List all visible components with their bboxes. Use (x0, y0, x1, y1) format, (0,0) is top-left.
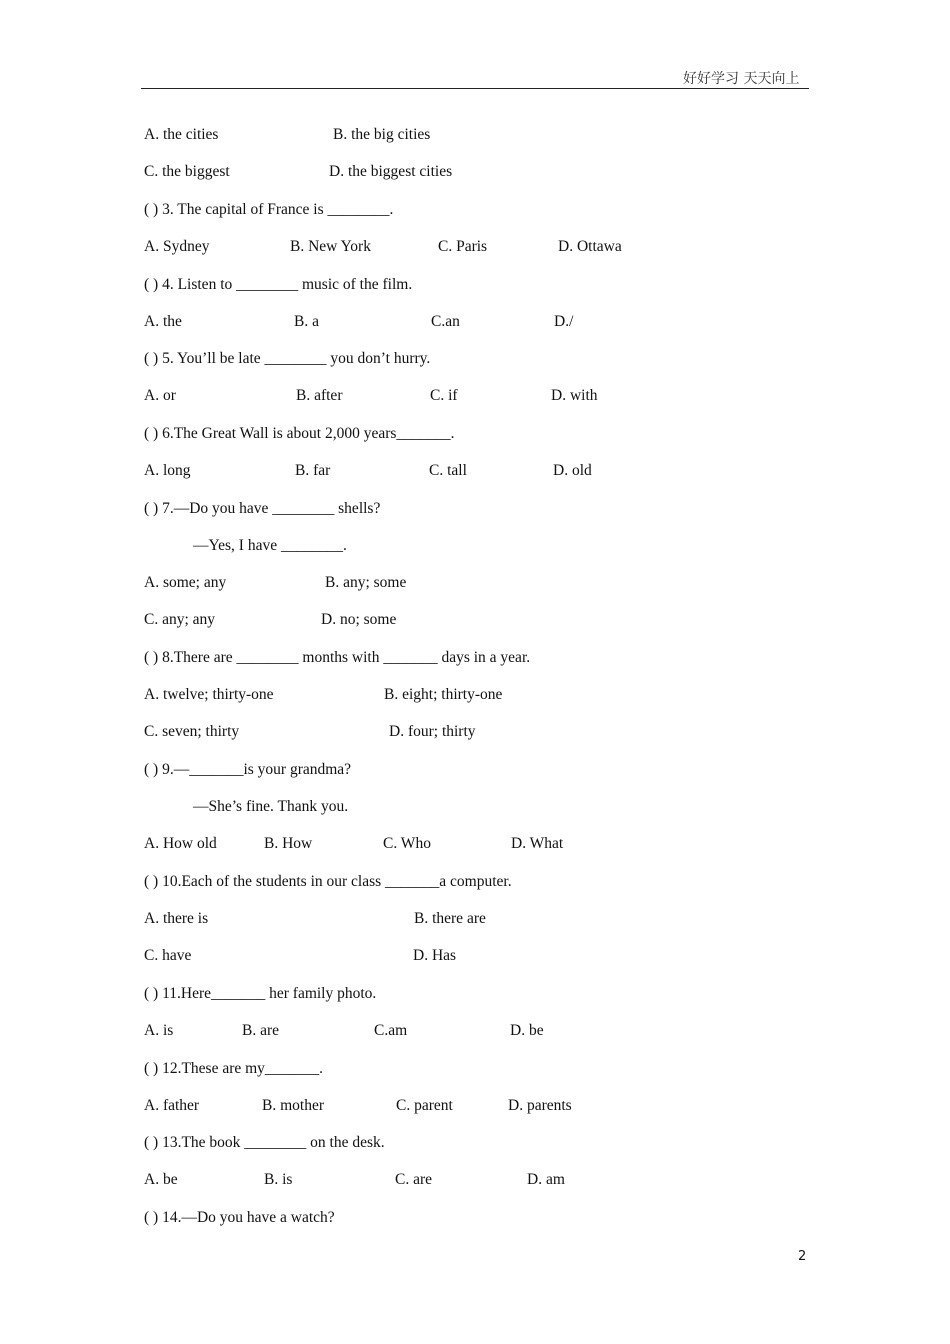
option-a: A. father (144, 1097, 200, 1114)
option-a: A. be (144, 1171, 178, 1188)
option-c: C. Who (383, 835, 431, 852)
question-8: ( ) 8.There are ________ months with _______ days in a year. (144, 649, 531, 666)
option-b: B. How (264, 835, 313, 852)
option-d: D. four; thirty (389, 723, 476, 740)
option-b: B. the big cities (333, 126, 431, 143)
option-d: D. Ottawa (558, 238, 622, 255)
option-b: B. eight; thirty-one (384, 686, 503, 703)
page-number: 2 (798, 1249, 807, 1264)
option-d: D. What (511, 835, 564, 852)
option-b: B. New York (290, 238, 371, 255)
option-b: B. mother (262, 1097, 324, 1114)
option-d: D. be (510, 1022, 544, 1039)
option-a: A. there is (144, 910, 209, 927)
option-b: B. there are (414, 910, 486, 927)
option-c: C. if (430, 387, 458, 404)
option-d: D. with (551, 387, 598, 404)
option-a: A. long (144, 462, 191, 479)
question-14: ( ) 14.—Do you have a watch? (144, 1209, 335, 1226)
option-b: B. a (294, 313, 319, 330)
option-a: A. How old (144, 835, 217, 852)
option-a: A. Sydney (144, 238, 210, 255)
option-a: A. twelve; thirty-one (144, 686, 274, 703)
option-c: C.an (431, 313, 460, 330)
option-d: D. parents (508, 1097, 572, 1114)
option-a: A. the cities (144, 126, 219, 143)
option-c: C. tall (429, 462, 467, 479)
question-3: ( ) 3. The capital of France is ________. (144, 201, 394, 218)
question-13: ( ) 13.The book ________ on the desk. (144, 1134, 385, 1151)
option-c: C. are (395, 1171, 433, 1188)
page-header: 好好学习 天天向上 (683, 71, 800, 87)
question-4: ( ) 4. Listen to ________ music of the film. (144, 276, 413, 293)
option-a: A. or (144, 387, 176, 404)
option-d: D./ (554, 313, 574, 330)
option-c: C. seven; thirty (144, 723, 240, 740)
question-7-reply: —Yes, I have ________. (193, 537, 347, 554)
option-b: B. is (264, 1171, 293, 1188)
option-d: D. no; some (321, 611, 397, 628)
option-c: C. have (144, 947, 192, 964)
question-12: ( ) 12.These are my_______. (144, 1060, 324, 1077)
option-b: B. are (242, 1022, 280, 1039)
option-d: D. the biggest cities (329, 163, 453, 180)
header-rule (141, 88, 809, 89)
option-a: A. the (144, 313, 182, 330)
question-11: ( ) 11.Here_______ her family photo. (144, 985, 377, 1002)
question-9-reply: —She’s fine. Thank you. (193, 798, 349, 815)
option-c: C. any; any (144, 611, 216, 628)
option-d: D. am (527, 1171, 565, 1188)
question-5: ( ) 5. You’ll be late ________ you don’t hurry. (144, 350, 431, 367)
question-10: ( ) 10.Each of the students in our class _______a computer. (144, 873, 512, 890)
option-b: B. any; some (325, 574, 407, 591)
option-c: C. parent (396, 1097, 453, 1114)
question-9: ( ) 9.—_______is your grandma? (144, 761, 352, 778)
option-a: A. some; any (144, 574, 227, 591)
question-6: ( ) 6.The Great Wall is about 2,000 years_______. (144, 425, 455, 442)
option-b: B. after (296, 387, 343, 404)
option-b: B. far (295, 462, 331, 479)
option-d: D. Has (413, 947, 457, 964)
option-a: A. is (144, 1022, 174, 1039)
option-c: C. the biggest (144, 163, 230, 180)
option-c: C.am (374, 1022, 408, 1039)
question-7: ( ) 7.—Do you have ________ shells? (144, 500, 381, 517)
option-c: C. Paris (438, 238, 488, 255)
option-d: D. old (553, 462, 592, 479)
